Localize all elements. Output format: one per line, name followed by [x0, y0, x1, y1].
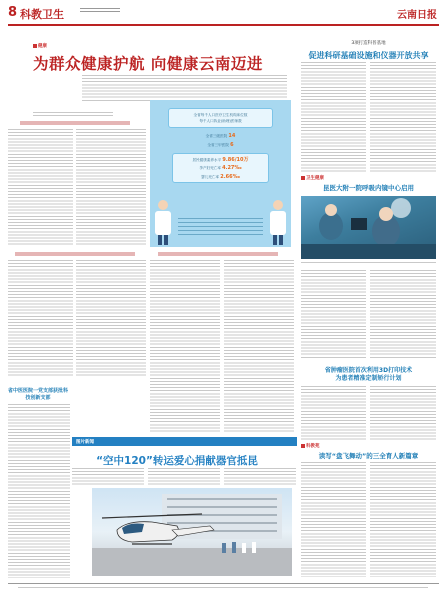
air-story-tag-bar: 图片新闻 — [72, 437, 297, 446]
tag-marker-icon — [301, 176, 305, 180]
subhead-1 — [20, 121, 130, 125]
info-line-4: 全省三甲医院 6 — [207, 142, 234, 148]
body-text-col-3b — [224, 260, 294, 432]
body-text-col-2a — [8, 260, 73, 378]
air-story-text-b — [148, 468, 220, 486]
info-line-3: 每千人口执业(助理)医师数 — [199, 119, 242, 123]
body-text-right-d — [370, 270, 436, 360]
page-footer — [8, 583, 439, 592]
lead-paragraph — [82, 75, 287, 101]
main-story-tag: 健康 — [33, 43, 47, 49]
stats-infographic — [150, 100, 291, 247]
air-story-text-a — [72, 468, 144, 486]
right-story-headline: 促进科研基础设施和仪器开放共享 — [308, 51, 429, 60]
info-footnote — [178, 218, 263, 238]
info-line-7: 婴儿死亡率 2.66‰ — [201, 174, 240, 180]
body-text-col-1a — [8, 129, 73, 247]
page-header — [8, 4, 439, 26]
photo-caption — [301, 262, 436, 265]
body-text-right-g — [301, 462, 366, 577]
info-line-5: 居民健康素养水平 9.86/10万 — [192, 157, 249, 163]
section-name: 科教卫生 — [20, 8, 64, 21]
subhead-3 — [158, 252, 278, 256]
body-text-left-bottom — [8, 404, 70, 578]
air-story-headline: “空中120”转运爱心捐献器官抵昆 — [96, 455, 258, 467]
body-text-col-2b — [76, 260, 146, 378]
tag-marker-icon — [301, 444, 305, 448]
doctor-illustration-left — [152, 198, 174, 246]
date-line — [80, 6, 120, 12]
subhead-2 — [15, 252, 135, 256]
info-line-2: 全省三级医院 14 — [205, 133, 236, 139]
body-text-right-e — [301, 386, 366, 441]
endoscopy-photo — [301, 196, 436, 259]
helicopter-photo — [92, 488, 292, 576]
photo-story-headline: 昆医大附一院呼吸内镜中心启用 — [323, 184, 414, 192]
info-line-6: 孕产妇死亡率 4.27‰ — [199, 165, 242, 171]
left-bottom-headline: 省中医医院一党支部获批科技创新支部 — [8, 388, 69, 401]
info-line-1: 全省每千人口医疗卫生机构床位数 — [193, 113, 248, 117]
paper-logo: 云南日报 — [397, 10, 437, 21]
main-headline: 为群众健康护航 向健康云南迈进 — [33, 54, 263, 73]
right-story-kicker: 3项打造科普基地 — [351, 41, 386, 46]
body-text-right-b — [370, 62, 436, 172]
body-text-col-1b — [76, 129, 146, 247]
leader-story-headline: 读写“盘飞舞动”的三全育人新篇章 — [318, 452, 419, 460]
footer-text — [18, 587, 428, 590]
leader-story-tag: 科教苑 — [301, 443, 320, 449]
doctor-illustration-right — [267, 198, 289, 246]
body-text-right-h — [370, 462, 436, 577]
byline — [33, 112, 113, 117]
info-box-top — [168, 108, 273, 128]
body-text-right-c — [301, 270, 366, 360]
3d-print-headline: 省肿瘤医院首次利用3D打印技术 为患者精准定制矫行计划 — [324, 367, 413, 382]
air-story-text-c — [224, 468, 296, 486]
page-number: 8 — [8, 5, 18, 20]
photo-story-tag: 卫生健康 — [301, 175, 324, 181]
body-text-right-a — [301, 62, 366, 172]
body-text-col-3a — [150, 260, 220, 432]
body-text-right-f — [370, 386, 436, 441]
tag-marker-icon — [33, 44, 37, 48]
